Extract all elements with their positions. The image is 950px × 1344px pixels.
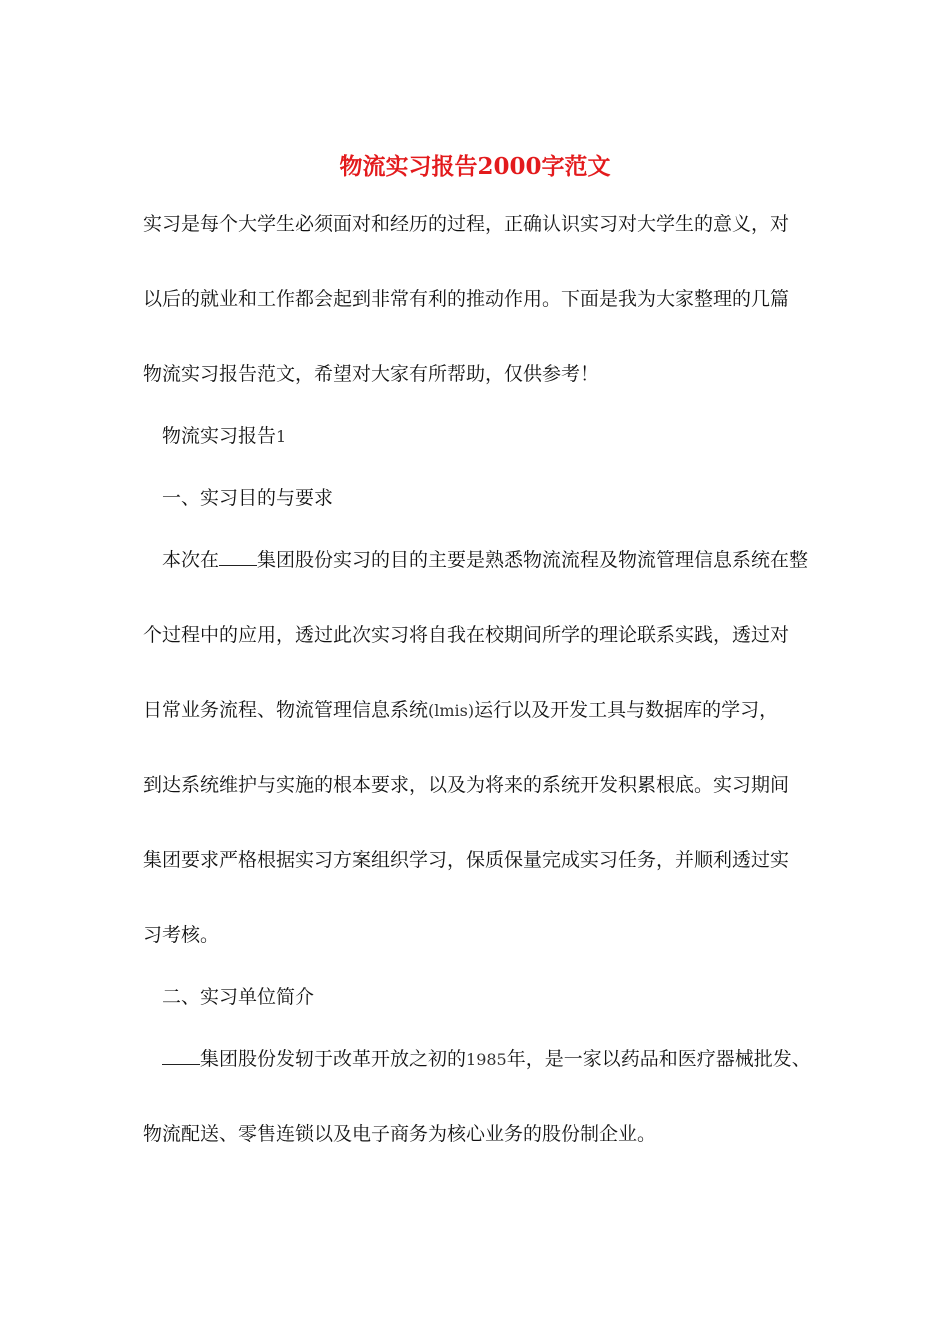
section1-heading: 一、实习目的与要求	[162, 487, 334, 509]
intro-line-1: 实习是每个大学生必须面对和经历的过程，正确认识实习对大学生的意义，对	[143, 213, 790, 235]
section2-line-1	[162, 1044, 822, 1075]
section1-line-1-end: 集团股份实习的目的主要是熟悉物流流程及物流管理信息系统在整	[257, 549, 809, 571]
intro-line-2: 以后的就业和工作都会起到非常有利的推动作用。下面是我为大家整理的几篇	[143, 288, 790, 310]
section1-line-6: 习考核。	[143, 924, 220, 946]
founding-year: 1985	[466, 1050, 507, 1069]
section2-line-1-start: 集团股份发轫于改革开放之初的	[200, 1048, 467, 1070]
intro-line-3: 物流实习报告范文，希望对大家有所帮助，仅供参考！	[143, 363, 600, 385]
section1-line-5: 集团要求严格根据实习方案组织学习，保质保量完成实习任务，并顺利透过实	[143, 849, 790, 871]
section1-line-4: 到达系统维护与实施的根本要求，以及为将来的系统开发积累根底。实习期间	[143, 774, 790, 796]
section1-line-3-start: 日常业务流程、物流管理信息系统	[143, 699, 429, 721]
section1-line-3-end: 运行以及开发工具与数据库的学习，	[474, 699, 779, 721]
lmis-abbreviation: (lmis)	[428, 701, 475, 720]
report-heading-number: 1	[276, 427, 287, 446]
section1-line-1	[162, 545, 822, 575]
section1-line-3	[143, 695, 803, 726]
section2-line-2: 物流配送、零售连锁以及电子商务为核心业务的股份制企业。	[143, 1123, 657, 1145]
fill-in-blank	[219, 545, 257, 566]
document-title: 物流实习报告2000字范文	[339, 153, 611, 180]
section2-heading: 二、实习单位简介	[162, 986, 315, 1008]
section2-line-1-end: 年，是一家以药品和医疗器械批发、	[506, 1048, 811, 1070]
fill-in-blank	[162, 1044, 200, 1065]
section1-line-1-start: 本次在	[162, 549, 220, 571]
report-heading-text: 物流实习报告	[162, 425, 277, 447]
section1-line-2: 个过程中的应用，透过此次实习将自我在校期间所学的理论联系实践，透过对	[143, 624, 790, 646]
report-heading	[162, 421, 822, 452]
